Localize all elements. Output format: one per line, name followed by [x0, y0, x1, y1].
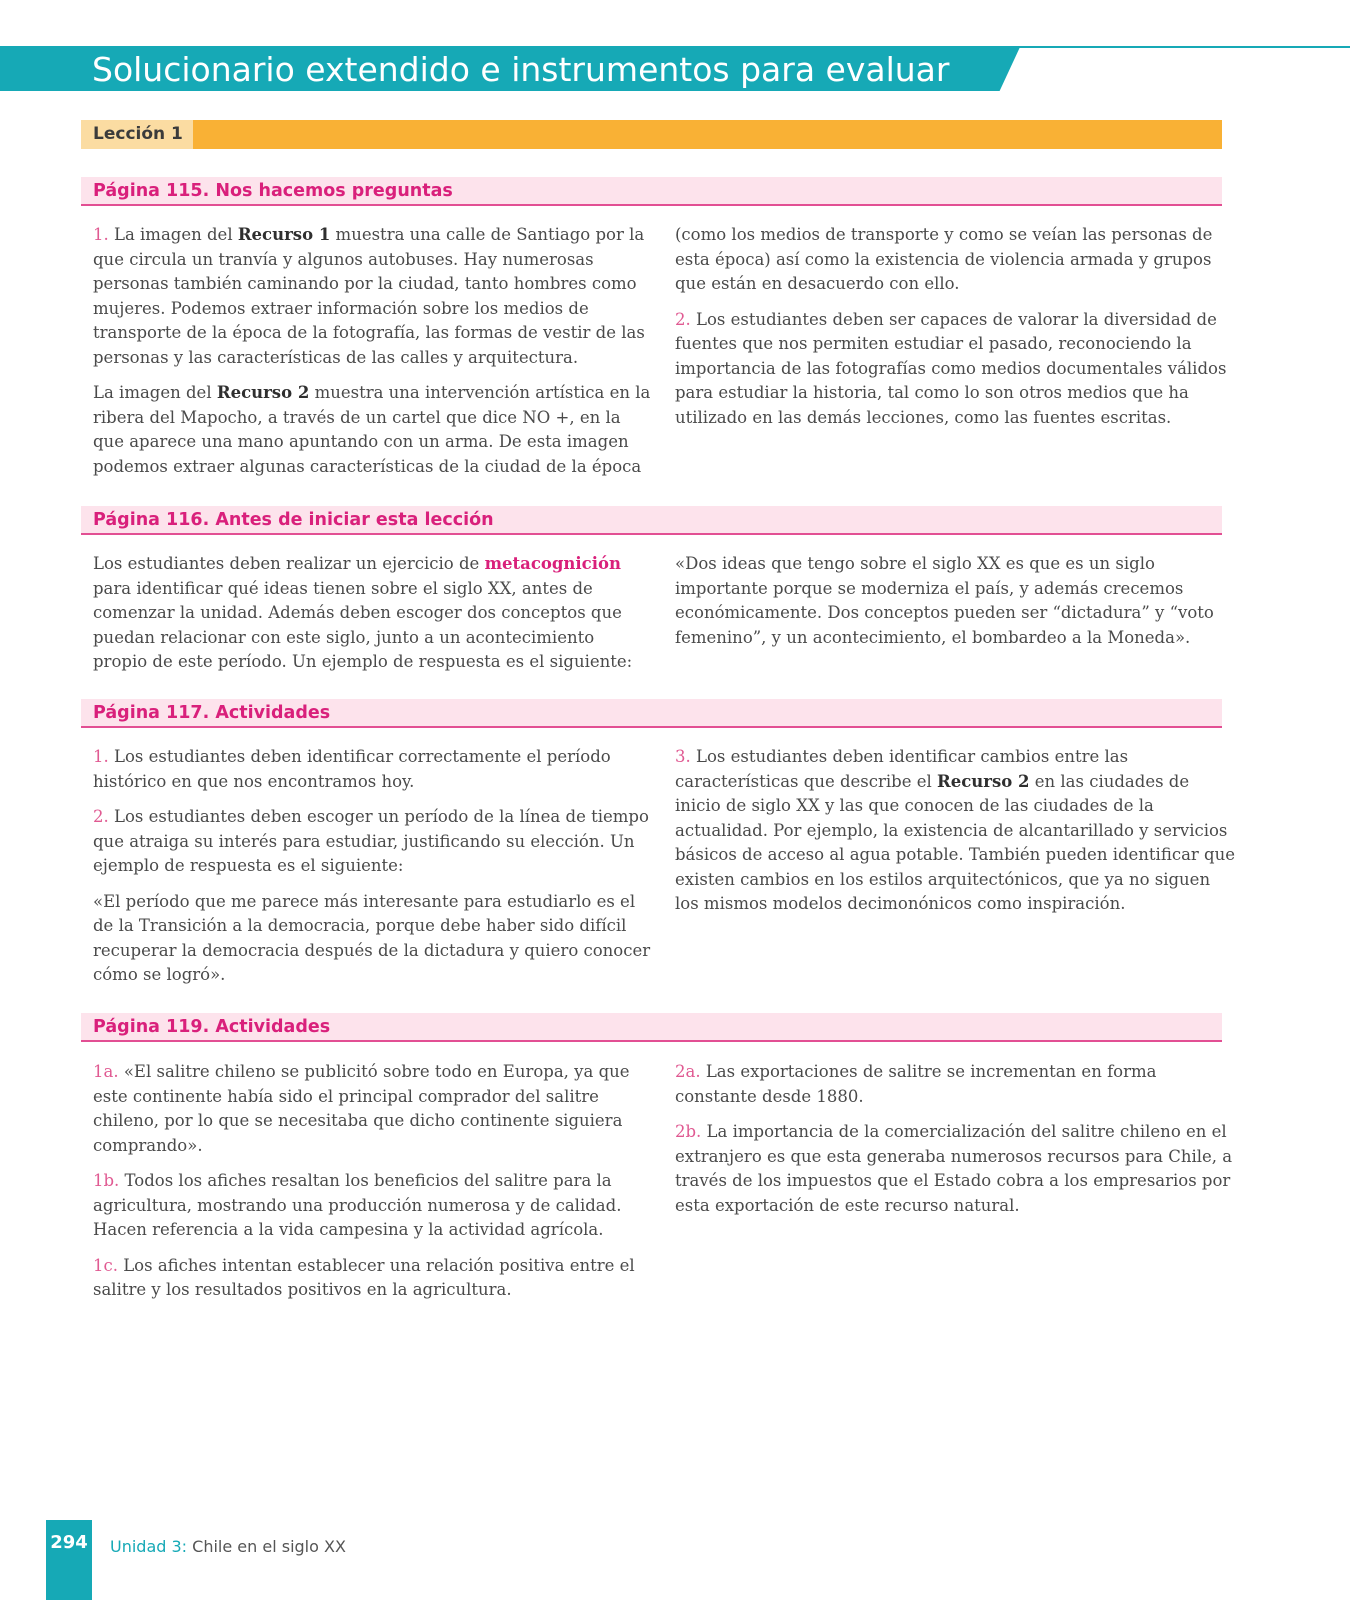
unit-label: Unidad 3:: [110, 1537, 188, 1556]
paragraph: 1b. Todos los afiches resaltan los beneficios del salitre para la agricultura, mostrando una producción numerosa y de calidad. Hacen referencia a la vida campesina y la actividad agrícola.: [93, 1171, 622, 1239]
paragraph: 2b. La importancia de la comercialización del salitre chileno en el extranjero es que esta generaba numerosos recursos para Chile, a través de los impuestos que el Estado cobra a los empresarios por esta exportación de este recurso natural.: [675, 1122, 1233, 1215]
item-number: 2.: [675, 309, 691, 329]
lesson-label: Lección 1: [81, 120, 193, 149]
paragraph: 2a. Las exportaciones de salitre se incrementan en forma constante desde 1880.: [675, 1062, 1157, 1106]
page-title: Solucionario extendido e instrumentos para evaluar: [92, 50, 950, 89]
item-number: 1b.: [93, 1171, 120, 1190]
paragraph: (como los medios de transporte y como se veían las personas de esta época) así como la existencia de violencia armada y grupos que están en desacuerdo con ello.: [675, 225, 1213, 293]
item-number: 1.: [93, 747, 109, 766]
item-number: 1c.: [93, 1255, 118, 1275]
paragraph: 3. Los estudiantes deben identificar cambios entre las características que describe el Recurso 2 en las ciudades de inicio de siglo XX y las que conocen de las ciudades de la actualidad. Por ejemplo, la existencia de alcantarillado y servicios básicos de acceso al agua potable. También pueden identificar que existen cambios en los estilos arquitectónicos, que ya no siguen los mismos modelos decimonónicos como inspiración.: [675, 747, 1236, 913]
section-119-right-column: [675, 1060, 1235, 1229]
item-number: 1a.: [93, 1062, 119, 1081]
paragraph: 2. Los estudiantes deben escoger un período de la línea de tiempo que atraiga su interés para estudiar, justificando su elección. Un ejemplo de respuesta es el siguiente:: [93, 807, 649, 875]
bold-term: Recurso 1: [237, 225, 331, 244]
paragraph: 1. Los estudiantes deben identificar correctamente el período histórico en que nos encontramos hoy.: [93, 747, 611, 791]
section-119-left-column: [93, 1060, 653, 1314]
section-116-right-column: [675, 552, 1235, 661]
section-116-left-column: [93, 552, 653, 686]
section-heading-115: Página 115. Nos hacemos preguntas: [81, 177, 1222, 206]
bold-term: Recurso 2: [937, 771, 1030, 791]
item-number: 3.: [675, 747, 691, 766]
paragraph: La imagen del Recurso 2 muestra una intervención artística en la ribera del Mapocho, a través de un cartel que dice NO +, en la que aparece una mano apuntando con un arma. De esta imagen podemos extraer algunas características de la ciudad de la época: [93, 383, 651, 476]
paragraph: 2. Los estudiantes deben ser capaces de valorar la diversidad de fuentes que nos permiten estudiar el pasado, reconociendo la importancia de las fotografías como medios documentales válidos para estudiar la historia, tal como lo son otros medios que ha utilizado en las demás lecciones, como las fuentes escritas.: [675, 309, 1227, 427]
item-number: 2a.: [675, 1062, 701, 1081]
paragraph: 1a. «El salitre chileno se publicitó sobre todo en Europa, ya que este continente había sido el principal comprador del salitre chileno, por lo que se necesitaba que dicho continente siguiera comprando».: [93, 1062, 630, 1155]
lesson-bar: [81, 120, 1222, 149]
highlight-term: metacognición: [484, 554, 622, 573]
paragraph: 1. La imagen del Recurso 1 muestra una calle de Santiago por la que circula un tranvía y algunos autobuses. Hay numerosas personas también caminando por la ciudad, tanto hombres como mujeres. Podemos extraer información sobre los medios de transporte de la época de la fotografía, las formas de vestir de las personas y las características de las calles y arquitectura.: [93, 225, 645, 367]
section-heading-116: Página 116. Antes de iniciar esta lección: [81, 506, 1222, 535]
bold-term: Recurso 2: [216, 383, 310, 402]
section-115-left-column: [93, 223, 653, 490]
item-number: 1.: [93, 225, 109, 244]
section-117-right-column: [675, 745, 1235, 928]
paragraph: «Dos ideas que tengo sobre el siglo XX es que es un siglo importante porque se moderniza el país, y además crecemos económicamente. Dos conceptos pueden ser “dictadura” y “voto femenino”, y un acontecimiento, el bombardeo a la Moneda».: [675, 554, 1214, 647]
section-heading-117: Página 117. Actividades: [81, 699, 1222, 728]
unit-title: Chile en el siglo XX: [187, 1537, 346, 1556]
section-117-left-column: [93, 745, 653, 999]
page-number: 294: [50, 1532, 88, 1553]
paragraph: Los estudiantes deben realizar un ejercicio de metacognición para identificar qué ideas tienen sobre el siglo XX, antes de comenzar la unidad. Además deben escoger dos conceptos que puedan relacionar con este siglo, junto a un acontecimiento propio de este período. Un ejemplo de respuesta es el siguiente:: [93, 554, 633, 671]
section-115-right-column: [675, 223, 1235, 441]
item-number: 2.: [93, 807, 109, 826]
paragraph: 1c. Los afiches intentan establecer una relación positiva entre el salitre y los resultados positivos en la agricultura.: [93, 1255, 635, 1299]
section-heading-119: Página 119. Actividades: [81, 1013, 1222, 1042]
unit-footer: [110, 1537, 346, 1556]
item-number: 2b.: [675, 1122, 702, 1141]
paragraph: «El período que me parece más interesante para estudiarlo es el de la Transición a la democracia, porque debe haber sido difícil recuperar la democracia después de la dictadura y quiero conocer cómo se logró».: [93, 891, 651, 984]
